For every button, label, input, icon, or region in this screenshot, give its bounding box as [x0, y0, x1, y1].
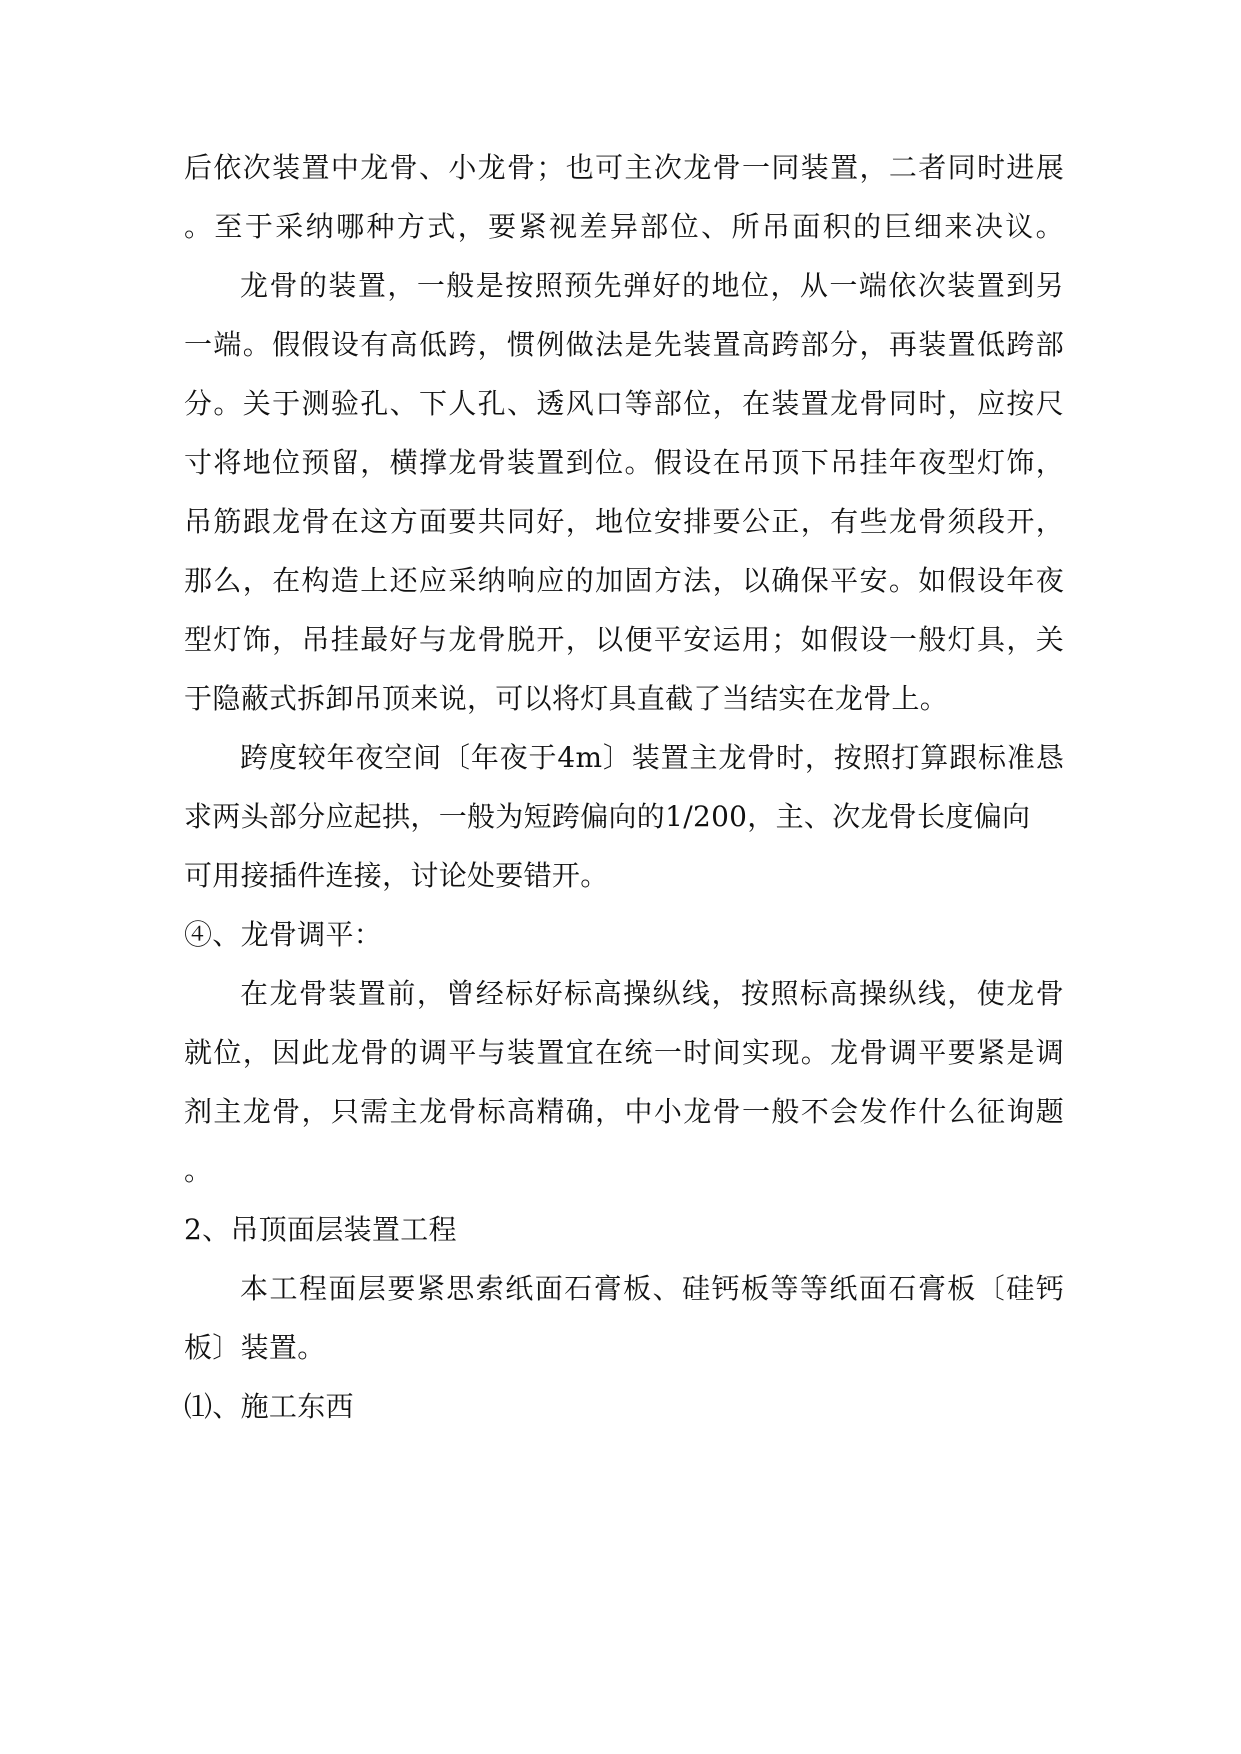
section-heading: ⑴、施工东西: [184, 1390, 354, 1423]
paragraph-line: 可用接插件连接，讨论处要错开。: [184, 859, 609, 892]
paragraph-line: 本工程面层要紧思索纸面石膏板、硅钙板等等纸面石膏板〔硅钙: [240, 1272, 1064, 1305]
paragraph-line: 求两头部分应起拱，一般为短跨偏向的1/200，主、次龙骨长度偏向: [184, 800, 1031, 833]
section-heading: ④、龙骨调平：: [184, 918, 383, 951]
paragraph-line: 寸将地位预留，横撑龙骨装置到位。假设在吊顶下吊挂年夜型灯饰，: [184, 446, 1064, 479]
paragraph-line: 龙骨的装置，一般是按照预先弹好的地位，从一端依次装置到另: [240, 269, 1064, 302]
paragraph-line: 就位，因此龙骨的调平与装置宜在统一时间实现。龙骨调平要紧是调: [184, 1036, 1064, 1069]
paragraph-line: 在龙骨装置前，曾经标好标高操纵线，按照标高操纵线，使龙骨: [240, 977, 1064, 1010]
paragraph-line: 。至于采纳哪种方式，要紧视差异部位、所吊面积的巨细来决议。: [184, 210, 1064, 243]
paragraph-line: 剂主龙骨，只需主龙骨标高精确，中小龙骨一般不会发作什么征询题: [184, 1095, 1064, 1128]
section-heading: 2、吊顶面层装置工程: [184, 1213, 457, 1246]
paragraph-line: 分。关于测验孔、下人孔、透风口等部位，在装置龙骨同时，应按尺: [184, 387, 1064, 420]
paragraph-line: 于隐蔽式拆卸吊顶来说，可以将灯具直截了当结实在龙骨上。: [184, 682, 949, 715]
paragraph-line: 那么，在构造上还应采纳响应的加固方法，以确保平安。如假设年夜: [184, 564, 1064, 597]
paragraph-line: 吊筋跟龙骨在这方面要共同好，地位安排要公正，有些龙骨须段开，: [184, 505, 1064, 538]
paragraph-line: 型灯饰，吊挂最好与龙骨脱开，以便平安运用；如假设一般灯具，关: [184, 623, 1064, 656]
paragraph-line: 跨度较年夜空间〔年夜于4m〕装置主龙骨时，按照打算跟标准恳: [240, 741, 1064, 774]
paragraph-line: 板〕装置。: [184, 1331, 326, 1364]
paragraph-line: 一端。假假设有高低跨，惯例做法是先装置高跨部分，再装置低跨部: [184, 328, 1064, 361]
paragraph-line: 后依次装置中龙骨、小龙骨；也可主次龙骨一同装置，二者同时进展: [184, 151, 1064, 184]
paragraph-line: 。: [184, 1154, 213, 1187]
